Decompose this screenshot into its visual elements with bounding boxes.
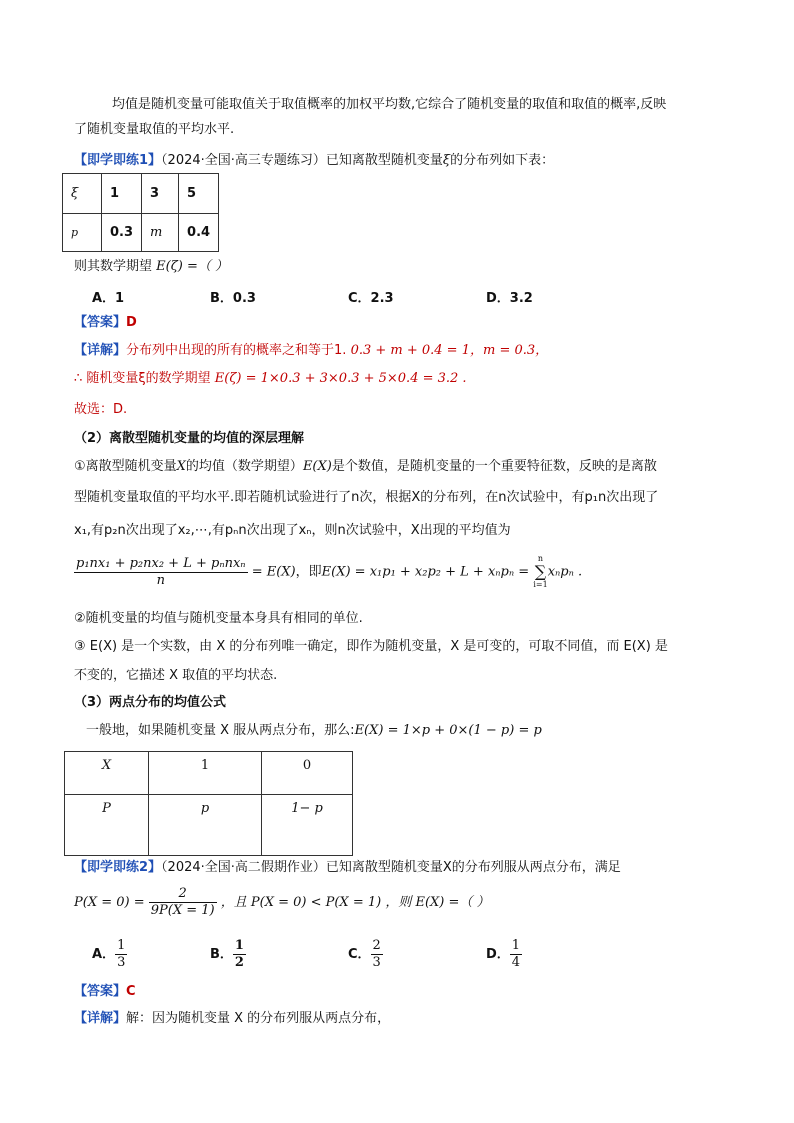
ex1-ask: 则其数学期望 E(ζ) =（ ） — [74, 259, 228, 274]
ex1-detail2: ∴ 随机变量ξ的数学期望 E(ζ) = 1×0.3 + 3×0.3 + 5×0.4 = 3.2 . — [74, 371, 467, 386]
ex1-question: 【即学即练1】（2024·全国·高三专题练习）已知离散型随机变量ξ的分布列如下表： — [74, 153, 555, 168]
ex2-option-d: D． $\frac{1}{4}$ — [486, 938, 521, 970]
ex2-detail1: 【详解】解：因为随机变量 X 的分布列服从两点分布， — [74, 1011, 391, 1026]
sec3-p1: 一般地，如果随机变量 X 服从两点分布，那么:E(X) = 1×p + 0×(1 − p) = p — [86, 723, 542, 738]
ex2-question: 【即学即练2】（2024·全国·高二假期作业）已知离散型随机变量X的分布列服从两点分布，满足 — [74, 860, 621, 875]
intro-line2: 了随机变量取值的平均水平. — [74, 122, 235, 137]
ex1-option-d: D．3.2 — [486, 291, 533, 306]
ex1-distribution-table: ξ 1 3 5 p 0.3 m 0.4 — [62, 173, 219, 252]
ex1-detail1: 【详解】分布列中出现的所有的概率之和等于1. 0.3 + m + 0.4 = 1，m = 0.3， — [74, 343, 549, 358]
ex1-option-b: B．0.3 — [210, 291, 256, 306]
sec3-title: （3）两点分布的均值公式 — [74, 695, 227, 710]
sec2-p1: ①离散型随机变量X的均值（数学期望）E(X)是个数值，是随机变量的一个重要特征数，反映的是离散 — [74, 459, 657, 474]
sec2-p6: 不变的，它描述 X 取值的平均状态. — [74, 668, 278, 683]
intro-line1: 均值是随机变量可能取值关于取值概率的加权平均数,它综合了随机变量的取值和取值的概率,反映 — [112, 97, 667, 112]
sec2-title: （2）离散型随机变量的均值的深层理解 — [74, 431, 305, 446]
sec2-p2: 型随机变量取值的平均水平.即若随机试验进行了n次，根据X的分布列，在n次试验中，有p₁n次出现了 — [74, 490, 659, 505]
ex2-answer: 【答案】C — [74, 984, 136, 999]
ex1-conclusion: 故选：D. — [74, 402, 128, 417]
ex2-equation: P(X = 0) = $\frac{2}{9P(X = 1)}$ ，且 P(X = 0) < P(X = 1) ，则 E(X) =（ ） — [74, 886, 490, 918]
ex2-option-b: B． $\frac{1}{2}$ — [210, 938, 244, 970]
ex1-option-c: C．2.3 — [348, 291, 394, 306]
sec2-p5: ③ E(X) 是一个实数，由 X 的分布列唯一确定，即作为随机变量，X 是可变的，可取不同值，而 E(X) 是 — [74, 639, 668, 654]
sec2-p4: ②随机变量的均值与随机变量本身具有相同的单位. — [74, 611, 363, 626]
sec2-formula: $\frac{\text{p₁nx₁ + p₂nx₂ + L + pₙnxₙ}}{n}$ = E(X)，即E(X) = x₁p₁ + x₂p₂ + L + xₙpₙ = n ∑ i=1 xₙpₙ . — [76, 554, 583, 589]
sec2-p3: x₁,有p₂n次出现了x₂,⋯,有pₙn次出现了xₙ，则n次试验中，X出现的平均值为 — [74, 523, 511, 538]
ex1-option-a: A．1 — [92, 291, 125, 306]
two-point-table: X 1 0 P p 1− p — [64, 751, 353, 856]
ex1-tag: 【即学即练1】 — [74, 153, 162, 168]
ex2-option-a: A． $\frac{1}{3}$ — [92, 938, 126, 970]
ex1-answer: 【答案】D — [74, 315, 137, 330]
ex1-source: （2024·全国·高三专题练习） — [161, 153, 326, 168]
sum-symbol: n ∑ i=1 — [533, 554, 548, 589]
ex2-option-c: C． $\frac{2}{3}$ — [348, 938, 381, 970]
